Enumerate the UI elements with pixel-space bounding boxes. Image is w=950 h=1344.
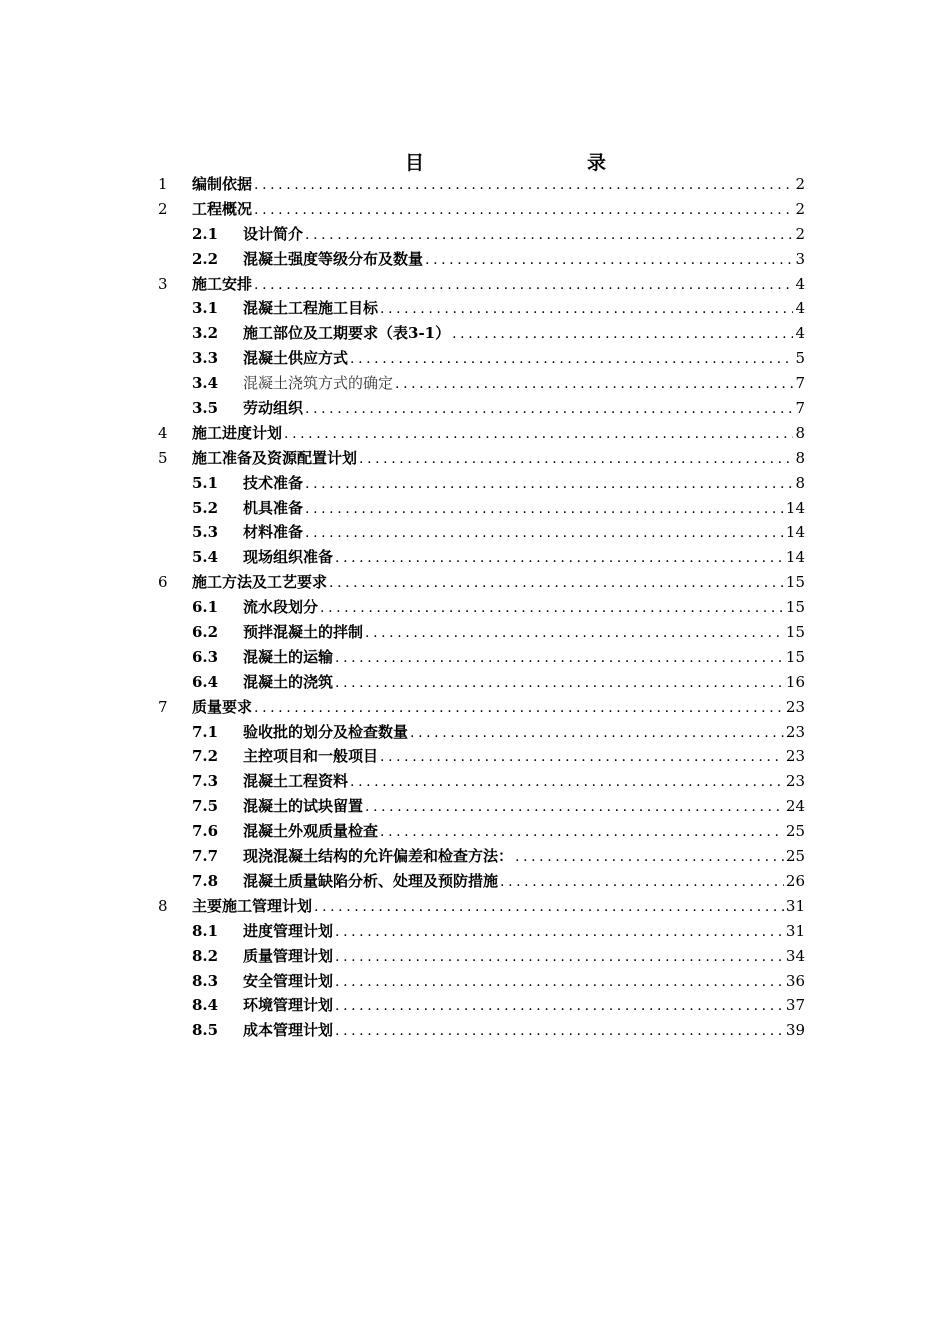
toc-entry-page-number: 23: [785, 772, 805, 791]
toc-entry-label: 流水段划分: [243, 598, 319, 617]
toc-entry-page-number: 8: [795, 473, 805, 492]
toc-entry-label: 施工部位及工期要求（表3-1）: [243, 324, 451, 343]
toc-entry-page-number: 7: [795, 374, 805, 393]
toc-entry-number: 6.1: [192, 598, 219, 617]
toc-entry-label: 主控项目和一般项目: [243, 747, 379, 766]
toc-entry-label: 质量要求: [192, 697, 253, 716]
toc-entry-page-number: 31: [785, 896, 805, 915]
toc-entry-line: [243, 545, 805, 571]
toc-entry-label: 施工方法及工艺要求: [192, 573, 328, 592]
toc-entry-line: [243, 720, 805, 746]
toc-entry-page-number: 3: [795, 249, 805, 268]
toc-entry-number: 5.1: [192, 473, 219, 492]
toc-entry-number: 2: [158, 199, 168, 218]
toc-entry-page-number: 25: [785, 822, 805, 841]
toc-entry[interactable]: [0, 446, 950, 471]
toc-entry-page-number: 23: [785, 697, 805, 716]
toc-entry-number: 3.3: [192, 349, 219, 368]
toc-entry-label: 施工进度计划: [192, 423, 283, 442]
toc-dot-leader: [515, 845, 784, 870]
toc-entry[interactable]: [0, 744, 950, 769]
toc-dot-leader: [380, 745, 784, 770]
toc-entry-line: [243, 969, 805, 995]
toc-dot-leader: [329, 571, 784, 596]
toc-entry[interactable]: [0, 371, 950, 396]
toc-dot-leader: [395, 372, 793, 397]
toc-entry-line: [243, 321, 805, 347]
toc-entry-number: 5.2: [192, 498, 219, 517]
toc-entry[interactable]: [0, 321, 950, 346]
toc-entry-number: 5.4: [192, 548, 219, 567]
toc-entry-label: 混凝土的浇筑: [243, 672, 334, 691]
toc-entry-label: 成本管理计划: [243, 1021, 334, 1040]
toc-entry-label: 验收批的划分及检查数量: [243, 722, 409, 741]
toc-dot-leader: [380, 297, 793, 322]
toc-entry-line: [243, 296, 805, 322]
toc-entry-label: 混凝土工程资料: [243, 772, 349, 791]
toc-entry-number: 5: [158, 448, 168, 467]
toc-entry[interactable]: [0, 570, 950, 595]
toc-entry-label: 混凝土的试块留置: [243, 797, 364, 816]
toc-entry-number: 6.4: [192, 672, 219, 691]
toc-entry-number: 7: [158, 697, 168, 716]
toc-dot-leader: [254, 173, 793, 198]
toc-entry-number: 8: [158, 896, 168, 915]
toc-entry-line: [192, 695, 805, 721]
toc-entry-number: 6: [158, 573, 168, 592]
toc-entry-page-number: 2: [795, 224, 805, 243]
toc-entry-number: 7.7: [192, 847, 219, 866]
toc-entry-label: 施工准备及资源配置计划: [192, 448, 358, 467]
toc-entry-line: [243, 744, 805, 770]
toc-entry-label: 材料准备: [243, 523, 304, 542]
toc-entry-label: 混凝土供应方式: [243, 349, 349, 368]
toc-entry-line: [192, 172, 805, 198]
toc-dot-leader: [425, 248, 793, 273]
toc-entry[interactable]: [0, 620, 950, 645]
toc-entry-label: 编制依据: [192, 175, 253, 193]
toc-entry[interactable]: [0, 720, 950, 745]
toc-entry-number: 2.1: [192, 224, 219, 243]
toc-title-part2: 录: [587, 152, 607, 174]
toc-entry-line: [243, 520, 805, 546]
toc-entry-page-number: 8: [795, 423, 805, 442]
toc-entry-number: 7.6: [192, 822, 219, 841]
toc-entry-number: 7.2: [192, 747, 219, 766]
toc-entry[interactable]: [0, 197, 950, 222]
toc-entry-number: 4: [158, 423, 168, 442]
toc-entry-page-number: 14: [785, 548, 805, 567]
toc-entry[interactable]: [0, 844, 950, 869]
toc-dot-leader: [410, 721, 784, 746]
toc-entry-number: 7.8: [192, 871, 219, 890]
toc-entry-line: [243, 620, 805, 646]
toc-entry[interactable]: [0, 969, 950, 994]
toc-entry[interactable]: [0, 794, 950, 819]
toc-entry-label: 设计简介: [243, 224, 304, 243]
toc-entry[interactable]: [0, 272, 950, 297]
toc-entry-label: 混凝土外观质量检查: [243, 822, 379, 841]
toc-entry-line: [243, 670, 805, 696]
toc-entry[interactable]: [0, 595, 950, 620]
toc-dot-leader: [359, 447, 793, 472]
toc-entry-line: [192, 197, 805, 223]
toc-entry-line: [192, 446, 805, 472]
toc-dot-leader: [335, 646, 784, 671]
toc-dot-leader: [335, 671, 784, 696]
toc-entry-label: 工程概况: [192, 199, 253, 218]
toc-entry-number: 8.1: [192, 921, 219, 940]
toc-entry-number: 8.3: [192, 971, 219, 990]
toc-entry[interactable]: [0, 545, 950, 570]
toc-entry-line: [243, 794, 805, 820]
toc-entry-page-number: 25: [785, 847, 805, 866]
toc-entry-label: 机具准备: [243, 498, 304, 517]
toc-dot-leader: [305, 223, 793, 248]
toc-list: [0, 172, 950, 1043]
toc-entry-label: 混凝土的运输: [243, 647, 334, 666]
toc-entry-page-number: 15: [785, 623, 805, 642]
toc-entry[interactable]: [0, 520, 950, 545]
toc-entry[interactable]: [0, 421, 950, 446]
toc-dot-leader: [284, 422, 793, 447]
toc-entry-line: [192, 421, 805, 447]
toc-entry[interactable]: [0, 1018, 950, 1043]
toc-entry-number: 6.2: [192, 623, 219, 642]
toc-entry-label: 现浇混凝土结构的允许偏差和检查方法：: [243, 847, 514, 866]
toc-dot-leader: [335, 970, 784, 995]
toc-entry-number: 6.3: [192, 647, 219, 666]
toc-entry-line: [243, 595, 805, 621]
toc-entry-page-number: 31: [785, 921, 805, 940]
toc-entry-page-number: 24: [785, 797, 805, 816]
toc-entry-page-number: 36: [785, 971, 805, 990]
toc-entry-page-number: 16: [785, 672, 805, 691]
toc-entry-page-number: 15: [785, 598, 805, 617]
toc-entry-number: 3.2: [192, 324, 219, 343]
toc-entry[interactable]: [0, 869, 950, 894]
toc-entry-line: [243, 496, 805, 522]
toc-entry-label: 质量管理计划: [243, 946, 334, 965]
toc-entry-page-number: 23: [785, 747, 805, 766]
toc-entry-label: 预拌混凝土的拌制: [243, 623, 364, 642]
toc-entry-number: 7.3: [192, 772, 219, 791]
toc-entry-line: [243, 919, 805, 945]
toc-entry[interactable]: [0, 670, 950, 695]
toc-entry-number: 7.1: [192, 722, 219, 741]
toc-entry-page-number: 14: [785, 498, 805, 517]
toc-title-part1: 目: [405, 152, 425, 174]
toc-entry-page-number: 14: [785, 523, 805, 542]
toc-entry[interactable]: [0, 222, 950, 247]
toc-dot-leader: [335, 920, 784, 945]
toc-dot-leader: [305, 497, 784, 522]
toc-entry-line: [192, 570, 805, 596]
toc-entry-page-number: 4: [795, 324, 805, 343]
toc-entry[interactable]: [0, 471, 950, 496]
toc-entry-label: 混凝土质量缺陷分析、处理及预防措施: [243, 871, 499, 890]
toc-entry[interactable]: [0, 944, 950, 969]
toc-dot-leader: [254, 696, 784, 721]
toc-entry-label: 进度管理计划: [243, 921, 334, 940]
toc-dot-leader: [335, 1019, 784, 1044]
toc-dot-leader: [380, 820, 784, 845]
toc-dot-leader: [335, 994, 784, 1019]
toc-entry-line: [243, 346, 805, 372]
toc-entry-page-number: 5: [795, 349, 805, 368]
toc-entry[interactable]: [0, 645, 950, 670]
toc-entry-line: [243, 769, 805, 795]
toc-entry-line: [243, 869, 805, 895]
toc-entry-page-number: 7: [795, 399, 805, 418]
toc-entry[interactable]: [0, 695, 950, 720]
toc-entry-page-number: 2: [795, 199, 805, 218]
toc-entry-label: 施工安排: [192, 274, 253, 293]
toc-entry[interactable]: [0, 919, 950, 944]
toc-title: [0, 148, 950, 174]
toc-dot-leader: [350, 347, 793, 372]
toc-dot-leader: [314, 895, 784, 920]
toc-entry-number: 8.2: [192, 946, 219, 965]
toc-entry-number: 3.1: [192, 299, 219, 318]
toc-entry-label: 主要施工管理计划: [192, 896, 313, 915]
toc-entry[interactable]: [0, 172, 950, 197]
toc-entry-line: [243, 993, 805, 1019]
toc-entry-number: 3.5: [192, 399, 219, 418]
toc-entry-line: [243, 222, 805, 248]
toc-entry-line: [243, 1018, 805, 1044]
toc-dot-leader: [254, 273, 793, 298]
toc-entry-page-number: 26: [785, 871, 805, 890]
toc-entry-label: 环境管理计划: [243, 996, 334, 1015]
toc-dot-leader: [335, 546, 784, 571]
toc-entry-line: [243, 645, 805, 671]
toc-entry[interactable]: [0, 296, 950, 321]
toc-entry-number: 7.5: [192, 797, 219, 816]
toc-entry-page-number: 39: [785, 1021, 805, 1040]
toc-entry-line: [192, 272, 805, 298]
toc-entry[interactable]: [0, 346, 950, 371]
toc-entry-line: [243, 247, 805, 273]
toc-entry-line: [243, 819, 805, 845]
toc-dot-leader: [335, 945, 784, 970]
toc-entry[interactable]: [0, 894, 950, 919]
toc-entry-label: 劳动组织: [243, 399, 304, 418]
toc-entry[interactable]: [0, 247, 950, 272]
toc-entry-page-number: 8: [795, 448, 805, 467]
toc-entry-line: [243, 371, 805, 397]
toc-entry[interactable]: [0, 496, 950, 521]
toc-dot-leader: [305, 521, 784, 546]
toc-entry-label: 混凝土浇筑方式的确定: [243, 374, 394, 393]
toc-entry-number: 1: [158, 175, 168, 193]
toc-entry-page-number: 2: [795, 175, 805, 193]
toc-entry-page-number: 23: [785, 722, 805, 741]
toc-entry-line: [243, 944, 805, 970]
toc-entry-page-number: 15: [785, 573, 805, 592]
toc-entry-label: 现场组织准备: [243, 548, 334, 567]
toc-entry-number: 3.4: [192, 374, 219, 393]
toc-entry-label: 混凝土工程施工目标: [243, 299, 379, 318]
toc-dot-leader: [365, 621, 784, 646]
toc-entry-number: 8.5: [192, 1021, 219, 1040]
toc-entry-line: [192, 894, 805, 920]
toc-entry-page-number: 37: [785, 996, 805, 1015]
toc-entry-line: [243, 844, 805, 870]
toc-entry-number: 5.3: [192, 523, 219, 542]
toc-dot-leader: [305, 472, 793, 497]
toc-dot-leader: [350, 770, 784, 795]
toc-entry[interactable]: [0, 993, 950, 1018]
toc-entry-page-number: 34: [785, 946, 805, 965]
toc-entry-page-number: 4: [795, 299, 805, 318]
toc-entry[interactable]: [0, 769, 950, 794]
toc-dot-leader: [254, 198, 793, 223]
toc-entry-label: 技术准备: [243, 473, 304, 492]
toc-entry[interactable]: [0, 819, 950, 844]
toc-entry-number: 3: [158, 274, 168, 293]
toc-dot-leader: [500, 870, 784, 895]
toc-entry-number: 8.4: [192, 996, 219, 1015]
toc-entry-label: 混凝土强度等级分布及数量: [243, 249, 424, 268]
toc-entry-label: 安全管理计划: [243, 971, 334, 990]
toc-dot-leader: [320, 596, 784, 621]
toc-entry[interactable]: [0, 396, 950, 421]
toc-entry-line: [243, 396, 805, 422]
toc-entry-number: 2.2: [192, 249, 219, 268]
toc-dot-leader: [305, 397, 793, 422]
toc-dot-leader: [452, 322, 793, 347]
toc-entry-page-number: 15: [785, 647, 805, 666]
toc-entry-page-number: 4: [795, 274, 805, 293]
toc-dot-leader: [365, 795, 784, 820]
toc-entry-line: [243, 471, 805, 497]
